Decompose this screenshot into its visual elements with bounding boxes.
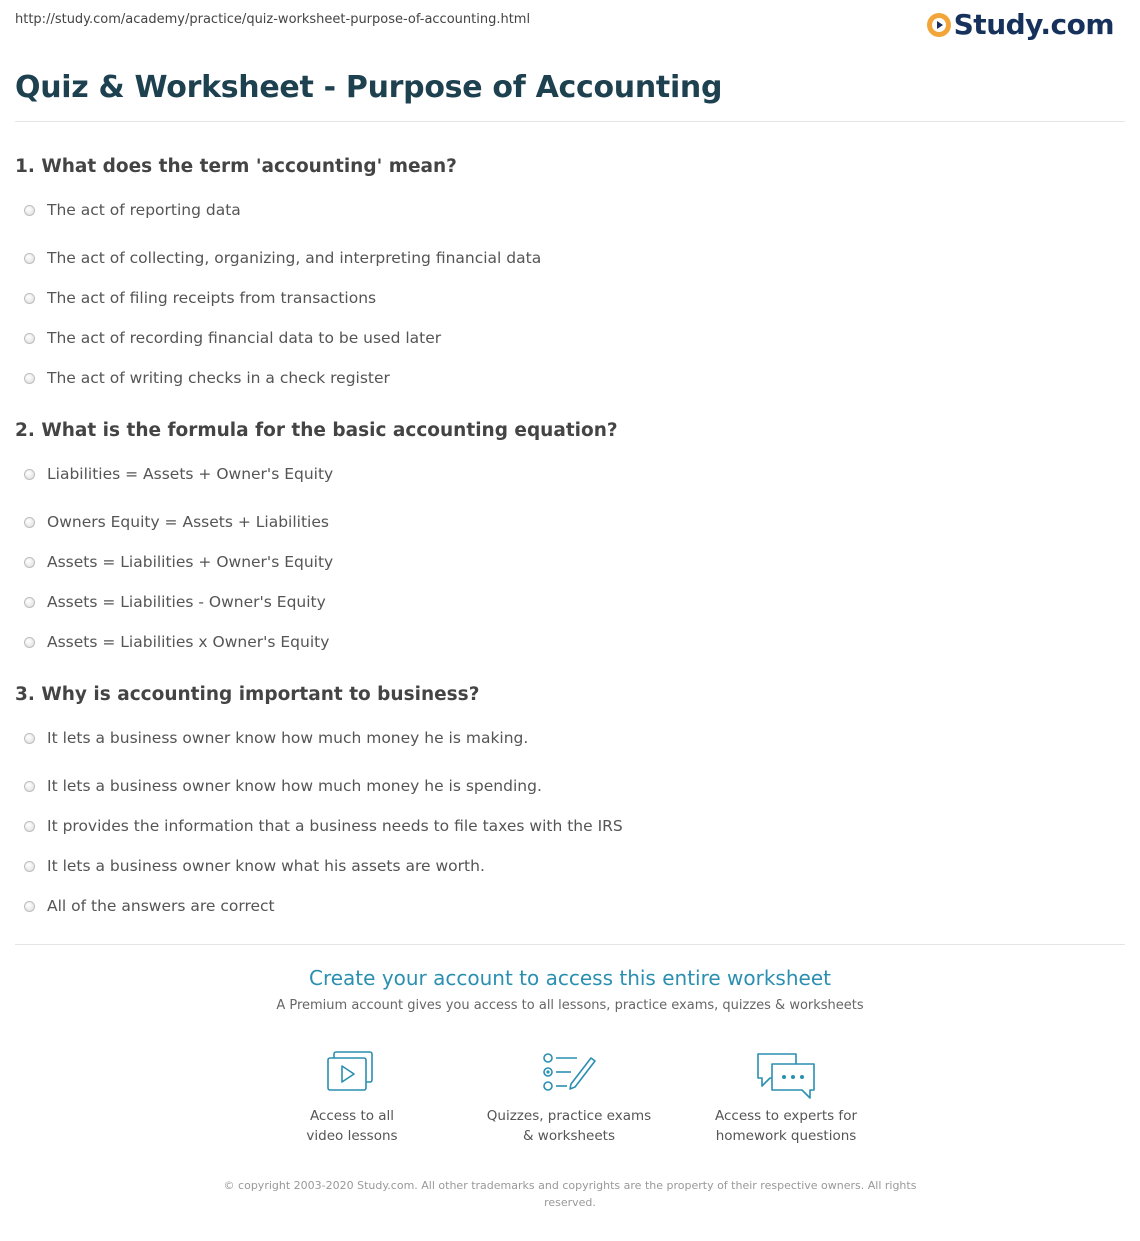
radio-button[interactable] [24,469,35,480]
radio-button[interactable] [24,517,35,528]
page-title: Quiz & Worksheet - Purpose of Accounting [15,70,723,105]
answer-option[interactable] [15,278,1115,318]
answer-option[interactable] [15,766,1115,806]
premium-description: A Premium account gives you access to all lessons, practice exams, quizzes & worksheets [276,998,864,1013]
answer-label: It lets a business owner know what his assets are worth. [47,857,485,875]
answer-label: Assets = Liabilities + Owner's Equity [47,553,334,571]
answer-label: Assets = Liabilities x Owner's Equity [47,633,330,651]
answer-label: The act of writing checks in a check register [47,369,390,387]
title-divider [15,121,1125,122]
answer-label: Liabilities = Assets + Owner's Equity [47,465,334,483]
feature-label: Access to all [309,1108,395,1124]
create-account-link[interactable]: Create your account to access this entire worksheet [309,966,831,990]
answer-option[interactable] [15,318,1115,358]
question-title: 3. Why is accounting important to business? [15,684,480,705]
question-1 [15,156,1115,398]
copyright-line: © copyright 2003-2020 Study.com. All other trademarks and copyrights are the property of their respective owners. All rights [223,1179,917,1192]
chat-bubbles-icon [754,1050,818,1100]
quiz-checklist-icon [541,1050,597,1096]
answer-label: The act of filing receipts from transactions [47,289,377,307]
feature-label: Access to experts for [714,1108,857,1124]
copyright-notice [210,1177,930,1211]
answer-label: Owners Equity = Assets + Liabilities [47,513,329,531]
radio-button[interactable] [24,333,35,344]
feature-label: & worksheets [522,1128,615,1144]
feature-quizzes [479,1050,659,1146]
study-logo[interactable] [927,8,1114,41]
answer-option[interactable] [15,238,1115,278]
radio-button[interactable] [24,253,35,264]
answer-option[interactable] [15,622,1115,662]
answer-label: The act of recording financial data to be used later [47,329,442,347]
answer-label: The act of reporting data [47,201,241,219]
radio-button[interactable] [24,293,35,304]
radio-button[interactable] [24,557,35,568]
question-2 [15,420,1115,662]
radio-button[interactable] [24,637,35,648]
answer-label: It lets a business owner know how much money he is making. [47,729,529,747]
radio-button[interactable] [24,901,35,912]
answer-option[interactable] [15,502,1115,542]
answer-option[interactable] [15,846,1115,886]
answer-label: The act of collecting, organizing, and interpreting financial data [47,249,542,267]
question-3 [15,684,1115,926]
radio-button[interactable] [24,821,35,832]
feature-label: homework questions [715,1128,857,1144]
radio-button[interactable] [24,373,35,384]
feature-label: Quizzes, practice exams [486,1108,652,1124]
radio-button[interactable] [24,597,35,608]
answer-option[interactable] [15,582,1115,622]
answer-option[interactable] [15,542,1115,582]
radio-button[interactable] [24,733,35,744]
logo-text: Study.com [953,8,1114,41]
answer-label: All of the answers are correct [47,897,275,915]
copyright-line: reserved. [544,1196,596,1209]
page-url: http://study.com/academy/practice/quiz-worksheet-purpose-of-accounting.html [15,12,531,27]
feature-experts [696,1050,876,1146]
answer-option[interactable] [15,806,1115,846]
radio-button[interactable] [24,205,35,216]
question-title: 2. What is the formula for the basic accounting equation? [15,420,618,441]
answer-label: Assets = Liabilities - Owner's Equity [47,593,326,611]
answer-option[interactable] [15,358,1115,398]
answer-option[interactable] [15,198,1115,222]
feature-video-lessons [262,1050,442,1146]
radio-button[interactable] [24,861,35,872]
video-lessons-icon [324,1050,380,1096]
question-title: 1. What does the term 'accounting' mean? [15,156,457,177]
answer-label: It provides the information that a business needs to file taxes with the IRS [47,817,623,835]
answer-label: It lets a business owner know how much money he is spending. [47,777,542,795]
answer-option[interactable] [15,462,1115,486]
radio-button[interactable] [24,781,35,792]
answer-option[interactable] [15,726,1115,750]
answer-option[interactable] [15,886,1115,926]
questions-divider [15,944,1125,945]
feature-label: video lessons [306,1128,398,1144]
play-circle-icon [927,13,951,37]
